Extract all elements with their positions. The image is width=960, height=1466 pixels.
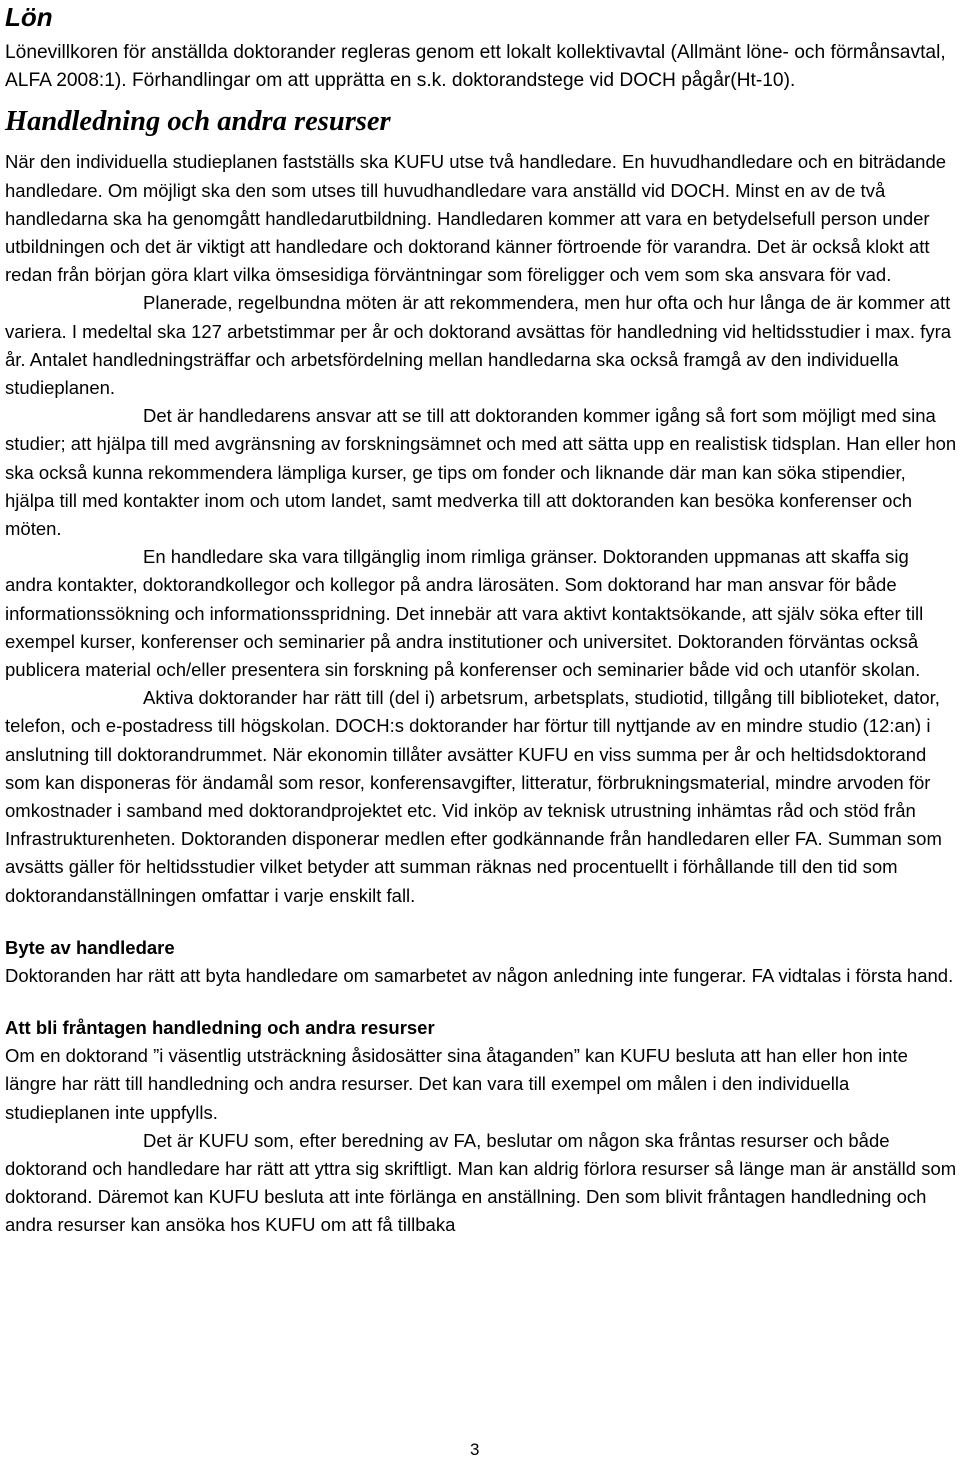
paragraph-handledning-3: Det är handledarens ansvar att se till att doktoranden kommer igång så fort som möjligt med sina studier; att hjälpa till med avgränsning av forskningsämnet och med att sätta upp en realistisk tidsplan. Han eller hon ska också kunna rekommendera lämpliga kurser, ge tips om fonder och liknande där man kan söka stipendier, hjälpa till med kontakter inom och utom landet, samt medverka till att doktoranden kan besöka konferenser och möten. — [5, 405, 957, 540]
paragraph-handledning-1 — [5, 148, 957, 289]
paragraph-lon: Lönevillkoren för anställda doktorander regleras genom ett lokalt kollektivavtal (Allmänt löne- och förmånsavtal, ALFA 2008:1). Förhandlingar om att upprätta en s.k. doktorandstege vid DOCH pågår(Ht-10). — [5, 42, 946, 92]
heading-lon: Lön — [5, 2, 53, 32]
paragraph-handledning-4: En handledare ska vara tillgänglig inom rimliga gränser. Doktoranden uppmanas att skaffa sig andra kontakter, doktorandkollegor och kollegor på andra lärosäten. Som doktorand har man ansvar för både informationssökning och informationsspridning. Det innebär att vara aktivt kontaktsökande, att själv söka efter till exempel kurser, konferenser och seminarier på andra institutioner och universitet. Doktoranden förväntas också publicera material och/eller presentera sin forskning på konferenser och seminarier både vid och utanför skolan. — [5, 546, 924, 681]
paragraph-byte: Doktoranden har rätt att byta handledare om samarbetet av någon anledning inte fungerar. FA vidtalas i första hand. — [5, 964, 954, 986]
spacer — [5, 910, 957, 934]
paragraph-handledning-1b: Om möjligt ska den som utses till huvudhandledare vara anställd vid DOCH. Minst en av de två handledarna ska ha genomgått handledarutbildning. Handledaren kommer att vara en betydelsefull person under utbildningen och det är viktigt att handledare och doktorand känner förtroende för varandra. Det är också klokt att redan från början göra klart vilka ömsesidiga förväntningar som föreligger och vem som ska ansvara för vad. — [5, 179, 930, 286]
heading-byte: Byte av handledare — [5, 936, 175, 958]
paragraph-frantagen-1: Om en doktorand ”i väsentlig utsträckning åsidosätter sina åtaganden” kan KUFU besluta att han eller hon inte längre har rätt till handledning och andra resurser. Det kan vara till exempel om målen i den individuella studieplanen inte uppfylls. — [5, 1045, 908, 1123]
paragraph-handledning-2: Planerade, regelbundna möten är att rekommendera, men hur ofta och hur långa de är kommer att variera. I medeltal ska 127 arbetstimmar per år och doktorand avsättas för handledning vid heltidsstudier i max. fyra år. Antalet handledningsträffar och arbetsfördelning mellan handledarna ska också framgå av den individuella studieplanen. — [5, 292, 952, 399]
heading-handledning: Handledning och andra resurser — [5, 106, 391, 138]
page-number: 3 — [470, 1440, 480, 1459]
paragraph-frantagen-2: Det är KUFU som, efter beredning av FA, beslutar om någon ska fråntas resurser och både doktorand och handledare har rätt att yttra sig skriftligt. Man kan aldrig förlora resurser så länge man är anställd som doktorand. Däremot kan KUFU besluta att inte förlänga en anställning. Den som blivit fråntagen handledning och andra resurser kan ansöka hos KUFU om att få tillbaka — [5, 1129, 957, 1236]
paragraph-handledning-1a: När den individuella studieplanen fastställs ska KUFU utse två handledare. En huvudhandledare och en biträdande handledare. — [5, 151, 947, 201]
heading-frantagen: Att bli fråntagen handledning och andra resurser — [5, 1017, 435, 1039]
spacer — [5, 990, 957, 1014]
paragraph-handledning-5: Aktiva doktorander har rätt till (del i) arbetsrum, arbetsplats, studiotid, tillgång till biblioteket, dator, telefon, och e-postadress till högskolan. DOCH:s doktorander har förtur till nyttjande av en mindre studio (12:an) i anslutning till doktorandrummet. När ekonomin tillåter avsätter KUFU en viss summa per år och heltidsdoktorand som kan disponeras för ändamål som resor, konferensavgifter, litteratur, förbrukningsmaterial, mindre arvoden för omkostnader i samband med doktorandprojektet etc. Vid inköp av teknisk utrustning inhämtas råd och stöd från Infrastrukturenheten. Doktoranden disponerar medlen efter godkännande från handledaren eller FA. Summan som avsätts gäller för heltidsstudier vilket betyder att summan räknas ned procentuellt i förhållande till den tid som doktorandanställningen omfattar i varje enskilt fall. — [5, 687, 942, 906]
